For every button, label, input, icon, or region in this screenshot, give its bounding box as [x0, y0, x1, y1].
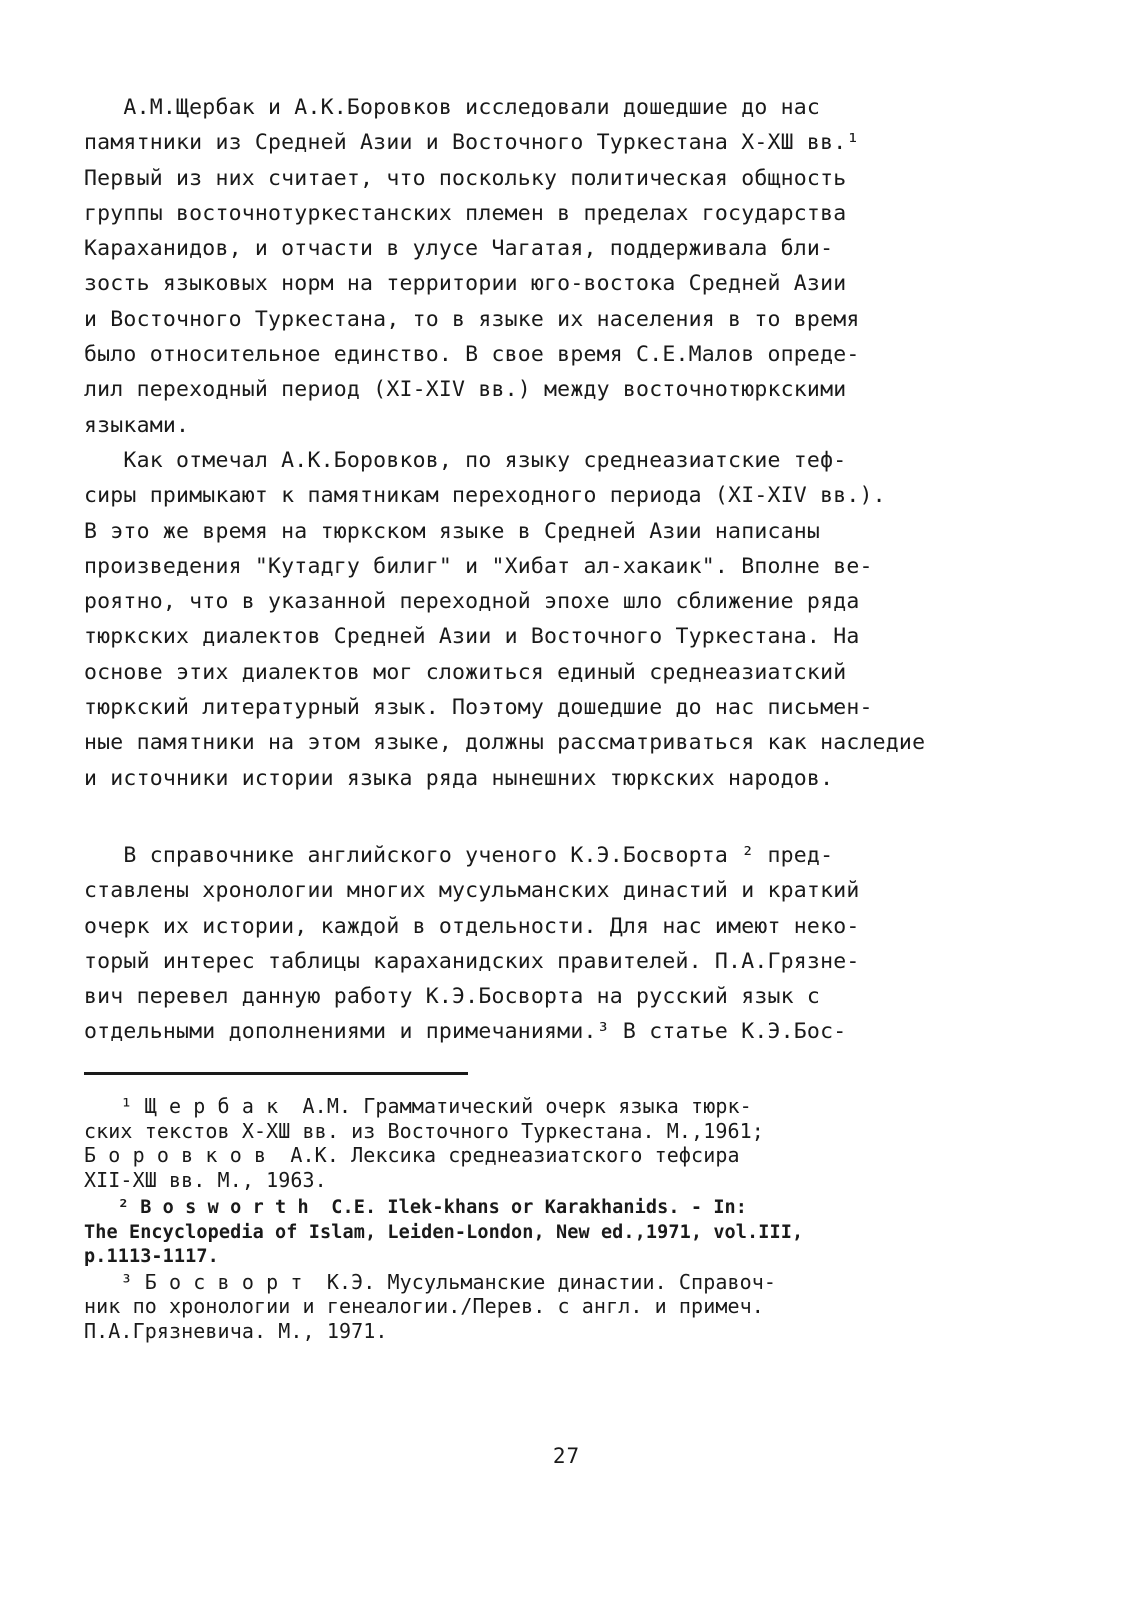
text-line: В это же время на тюркском языке в Средней Азии написаны	[84, 518, 821, 544]
text-line: языками.	[84, 412, 190, 438]
text-line: ные памятники на этом языке, должны рассматриваться как наследие	[84, 730, 926, 756]
text-line: вич перевел данную работу К.Э.Босворта на русский язык с	[84, 984, 821, 1010]
footnote-line: ³ Б о с в о р т К.Э. Мусульманские династии. Справоч-	[84, 1269, 777, 1294]
text-line: Как отмечал А.К.Боровков, по языку среднеазиатские теф-	[84, 447, 847, 473]
text-line: лил переходный период (ХI-ХIV вв.) между восточнотюркскими	[84, 377, 847, 403]
footnote-line: p.1113-1117.	[84, 1246, 219, 1267]
footnote-line: П.А.Грязневича. М., 1971.	[84, 1318, 388, 1343]
footnote-line: ских текстов Х-ХШ вв. из Восточного Туркестана. М.,1961;	[84, 1118, 764, 1143]
text-line: торый интерес таблицы караханидских правителей. П.А.Грязне-	[84, 948, 860, 974]
footnote-line: Б о р о в к о в А.К. Лексика среднеазиатского тефсира	[84, 1143, 740, 1167]
footnotes	[84, 1094, 1044, 1343]
footnote-2	[84, 1196, 1044, 1270]
text-line: и Восточного Туркестана, то в языке их населения в то время	[84, 306, 860, 332]
text-line: В справочнике английского ученого К.Э.Босворта ² пред-	[84, 842, 834, 868]
text-line: отдельными дополнениями и примечаниями.³ В статье К.Э.Бос-	[84, 1019, 847, 1045]
text-line: тюркский литературный язык. Поэтому дошедшие до нас письмен-	[84, 695, 873, 721]
footnote-3	[84, 1270, 1044, 1344]
paragraph-2	[84, 443, 1044, 796]
footnote-line: ник по хронологии и генеалогии./Перев. с англ. и примеч.	[84, 1294, 764, 1318]
text-line: очерк их истории, каждой в отдельности. Для нас имеют неко-	[84, 913, 860, 939]
page-number: 27	[552, 1444, 581, 1468]
text-line: зость языковых норм на территории юго-востока Средней Азии	[84, 271, 847, 297]
text-line: основе этих диалектов мог сложиться единый среднеазиатский	[84, 659, 847, 685]
paragraph-3	[84, 838, 1044, 1050]
text-line: ставлены хронологии многих мусульманских династий и краткий	[84, 878, 860, 904]
text-line: А.М.Щербак и А.К.Боровков исследовали дошедшие до нас	[84, 95, 821, 120]
main-text	[84, 90, 1044, 1050]
text-line: было относительное единство. В свое время С.Е.Малов опреде-	[84, 342, 860, 368]
footnote-line: ² B o s w o r t h C.E. Ilek-khans or Karakhanids. - In:	[84, 1197, 748, 1218]
footnote-line: ¹ Щ е р б а к А.М. Грамматический очерк языка тюрк-	[84, 1094, 752, 1118]
text-line: тюркских диалектов Средней Азии и Восточного Туркестана. На	[84, 624, 860, 650]
paragraph-1	[84, 90, 1044, 443]
footnote-line: ХII-ХШ вв. М., 1963.	[84, 1167, 327, 1192]
text-line: Первый из них считает, что поскольку политическая общность	[84, 165, 847, 191]
text-line: памятники из Средней Азии и Восточного Туркестана Х-ХШ вв.¹	[84, 130, 860, 156]
text-line: произведения "Кутадгу билиг" и "Хибат ал-хакаик". Вполне ве-	[84, 553, 873, 579]
text-line: Караханидов, и отчасти в улусе Чагатая, поддерживала бли-	[84, 236, 834, 262]
text-line: и источники истории языка ряда нынешних тюркских народов.	[84, 765, 834, 791]
text-line: роятно, что в указанной переходной эпохе шло сближение ряда	[84, 589, 860, 615]
footnote-line: The Encyclopedia of Islam, Leiden-London, New ed.,1971, vol.III,	[84, 1221, 804, 1243]
footnote-separator	[84, 1072, 468, 1075]
text-line: сиры примыкают к памятникам переходного периода (ХI-ХIV вв.).	[84, 483, 886, 509]
text-line: группы восточнотуркестанских племен в пределах государства	[84, 200, 847, 226]
footnote-1	[84, 1094, 1044, 1192]
